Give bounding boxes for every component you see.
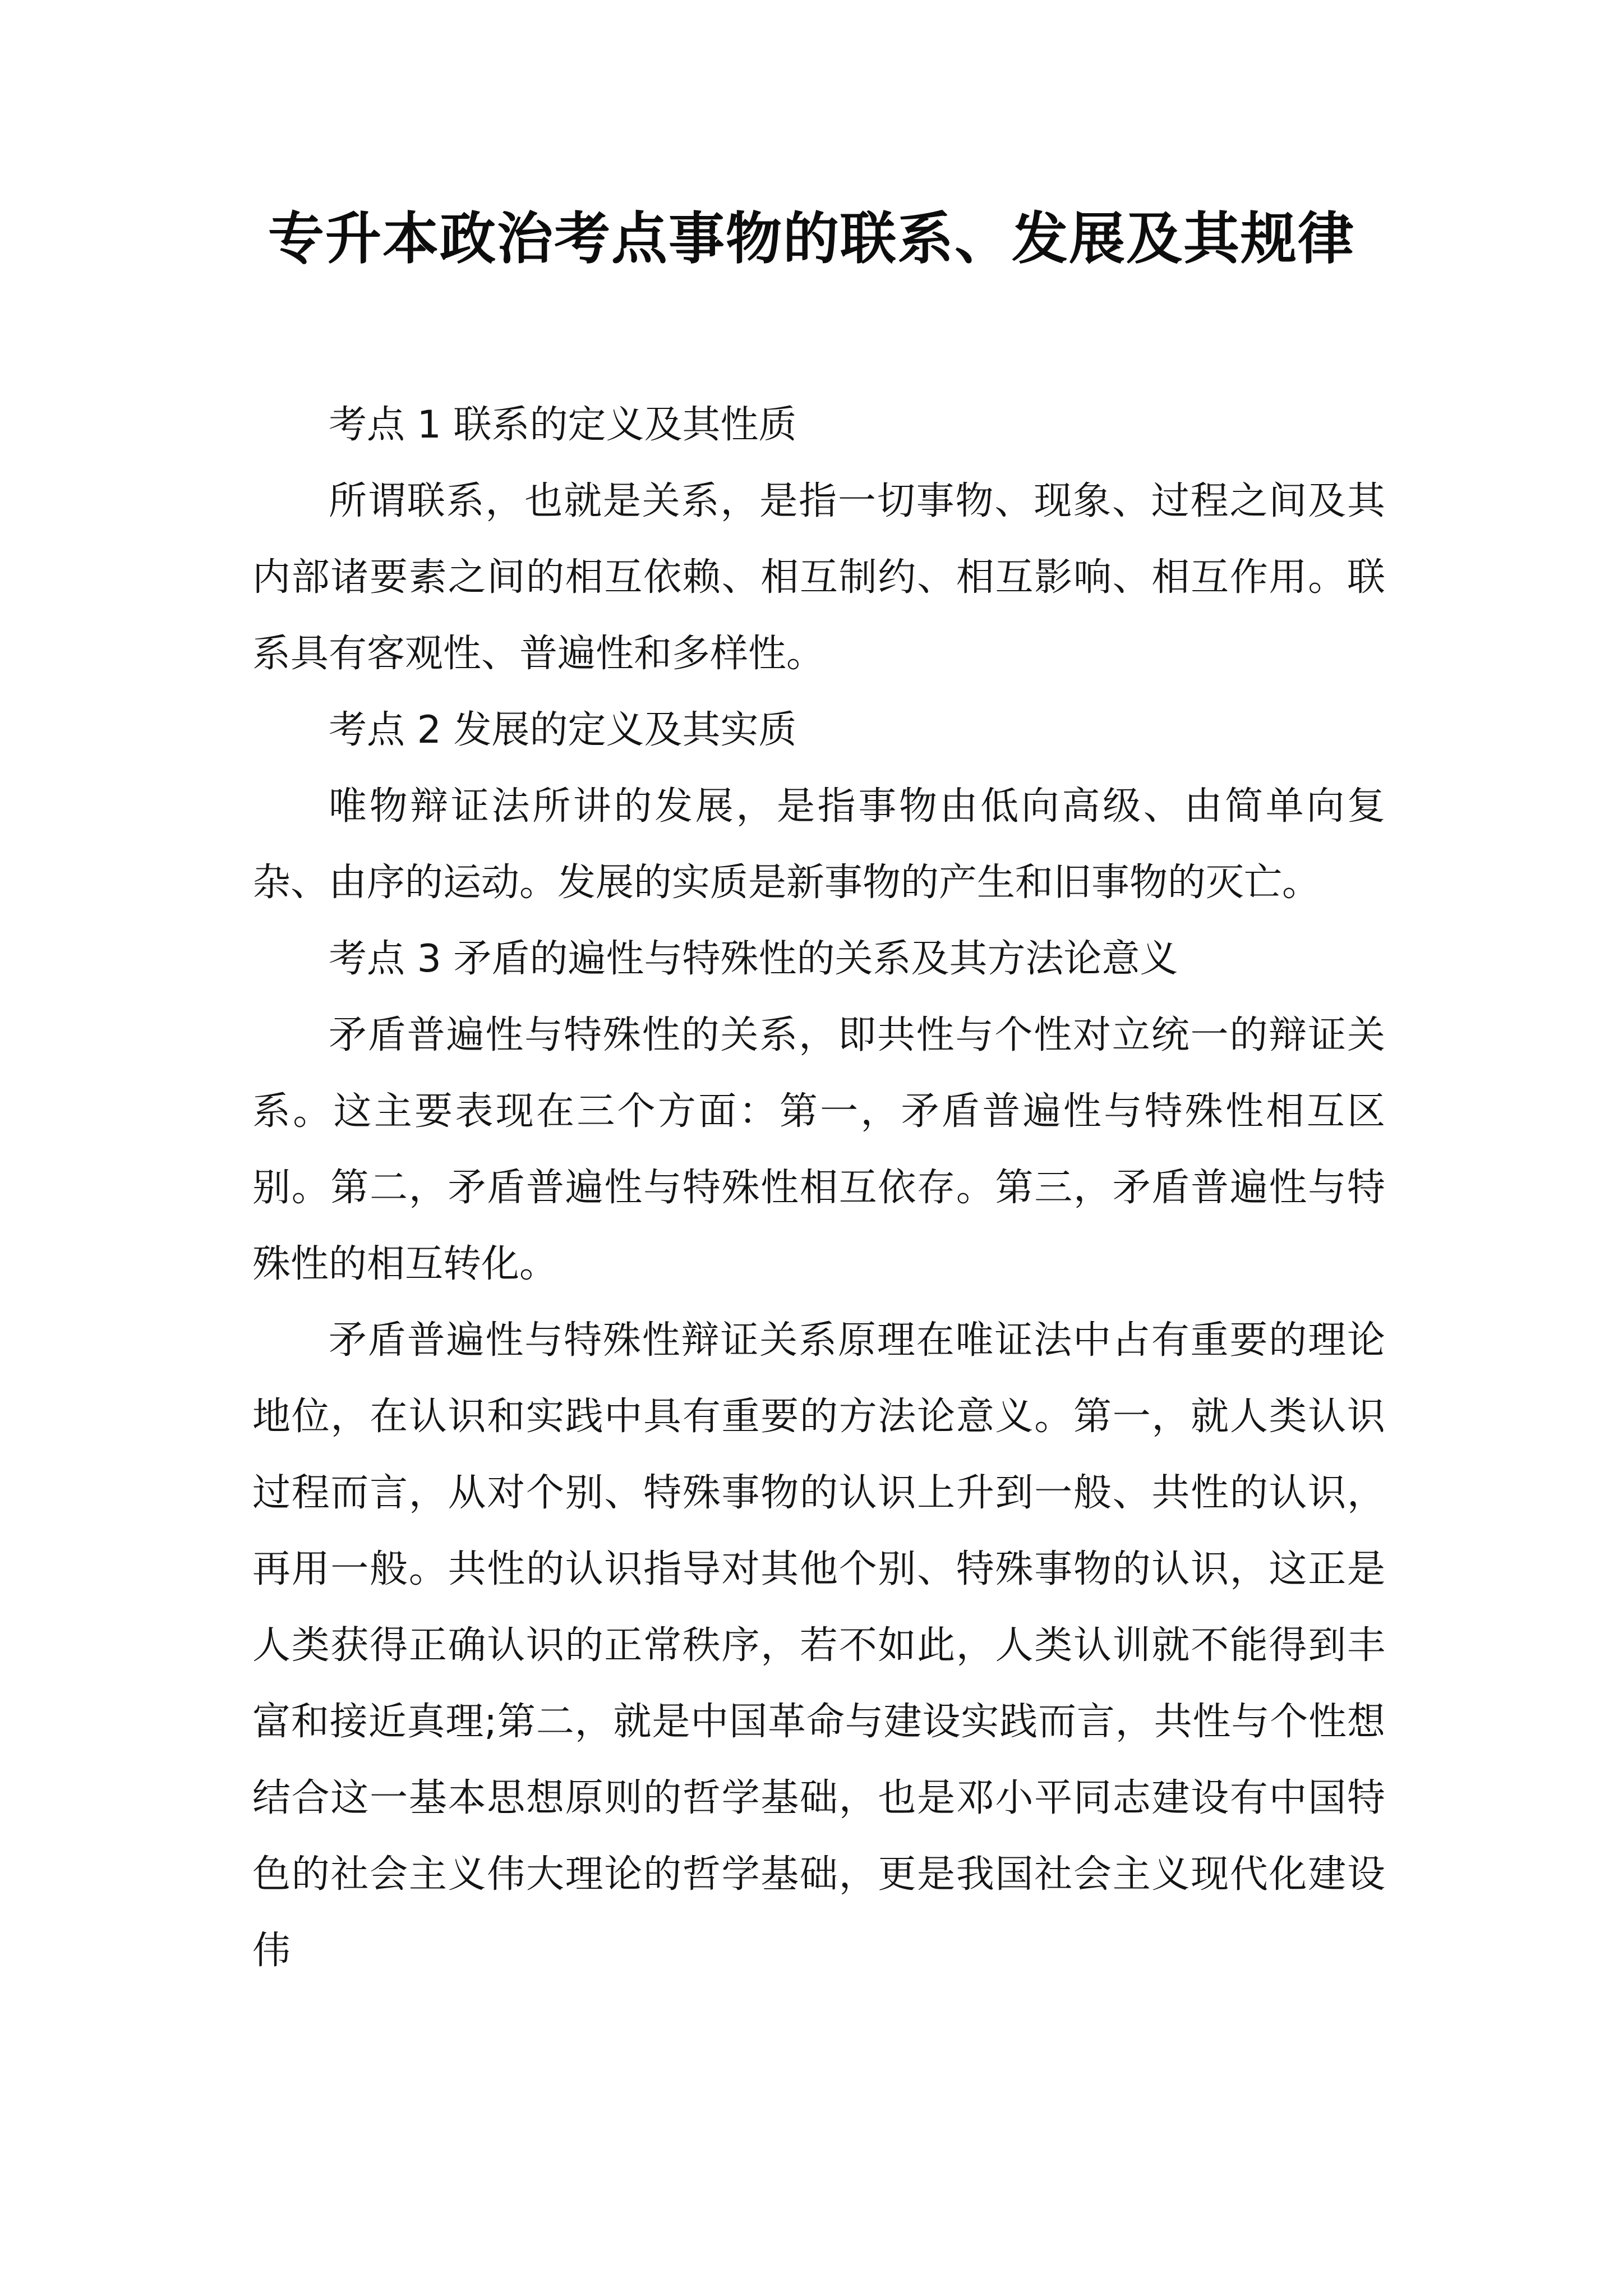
document-body	[252, 387, 1385, 1989]
paragraph-connection-definition: 所谓联系，也就是关系，是指一切事物、现象、过程之间及其内部诸要素之间的相互依赖、相互制约、相互影响、相互作用。联系具有客观性、普遍性和多样性。	[252, 479, 1385, 676]
heading-point-3: 考点 3 矛盾的遍性与特殊性的关系及其方法论意义	[329, 937, 1178, 981]
paragraph-methodology-significance: 矛盾普遍性与特殊性辩证关系原理在唯证法中占有重要的理论地位，在认识和实践中具有重要的方法论意义。第一，就人类认识过程而言，从对个别、特殊事物的认识上升到一般、共性的认识，再用一般。共性的认识指导对其他个别、特殊事物的认识，这正是人类获得正确认识的正常秩序，若不如此，人类认训就不能得到丰富和接近真理;第二，就是中国革命与建设实践而言，共性与个性想结合这一基本思想原则的哲学基础，也是邓小平同志建设有中国特色的社会主义伟大理论的哲学基础，更是我国社会主义现代化建设伟	[252, 1318, 1385, 1973]
paragraph-contradiction-relation: 矛盾普遍性与特殊性的关系，即共性与个性对立统一的辩证关系。这主要表现在三个方面：第一，矛盾普遍性与特殊性相互区别。第二，矛盾普遍性与特殊性相互依存。第三，矛盾普遍性与特殊性的相互转化。	[252, 1013, 1385, 1286]
heading-point-2: 考点 2 发展的定义及其实质	[329, 708, 797, 752]
paragraph-development-definition: 唯物辩证法所讲的发展，是指事物由低向高级、由简单向复杂、由序的运动。发展的实质是新事物的产生和旧事物的灭亡。	[252, 784, 1385, 905]
heading-point-1: 考点 1 联系的定义及其性质	[329, 403, 797, 447]
document-title: 专升本政治考点事物的联系、发展及其规律	[268, 205, 1355, 272]
